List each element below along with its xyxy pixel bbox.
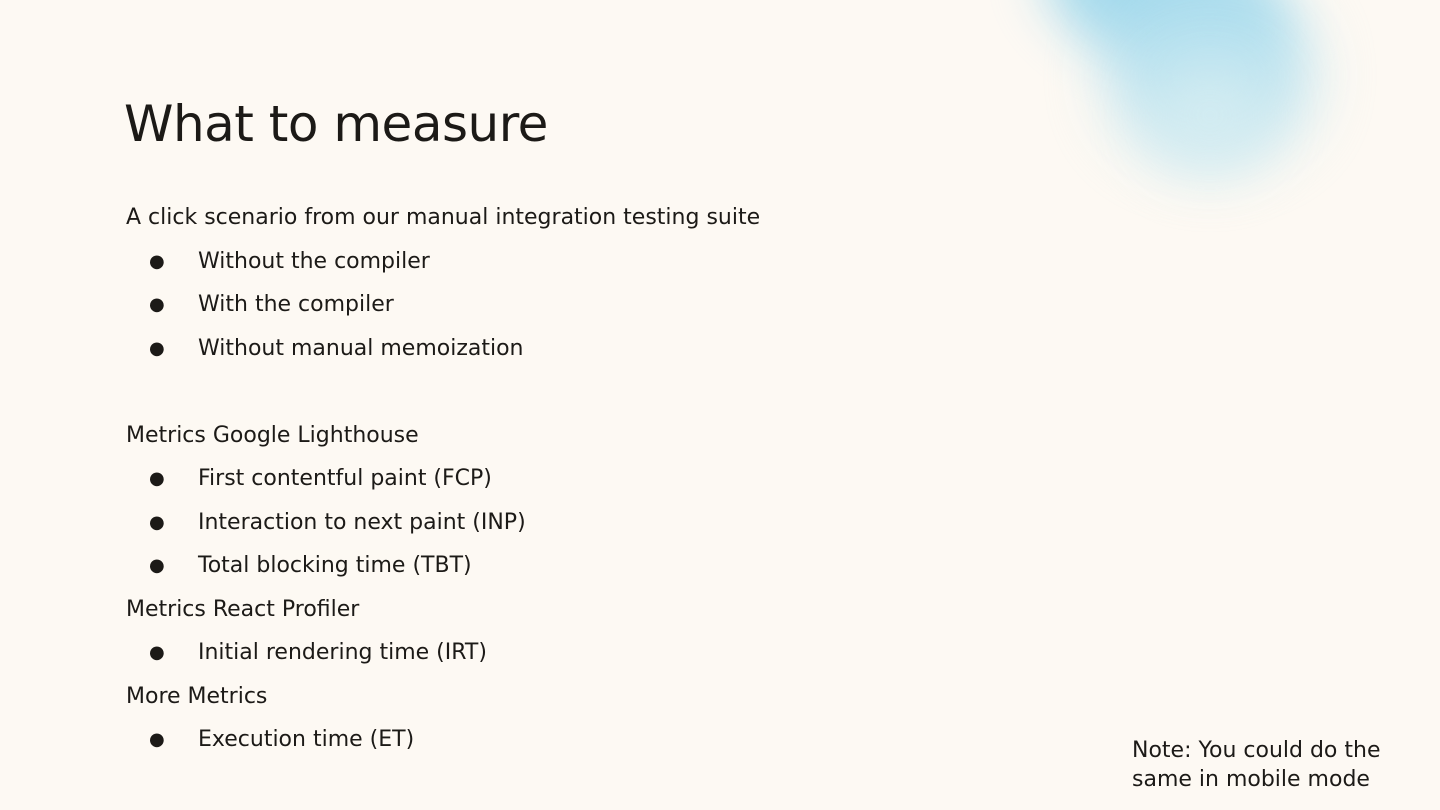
list-item-label: Without the compiler: [198, 248, 430, 274]
bullet-icon: ●: [149, 511, 165, 533]
bullet-icon: ●: [149, 729, 165, 750]
list-item-label: With the compiler: [198, 292, 394, 317]
bullet-icon: ●: [149, 642, 165, 663]
list-item-label: Initial rendering time (IRT): [198, 640, 487, 665]
decorative-blue-blob: [1024, 0, 1305, 105]
decorative-blue-blob-fade: [1150, 60, 1270, 170]
list-item-label: First contentful paint (FCP): [198, 466, 492, 491]
list-item: [126, 283, 1026, 327]
list-item: [126, 327, 1026, 371]
list-item: [126, 718, 1026, 762]
bullet-icon: ●: [149, 468, 165, 489]
intro-text: A click scenario from our manual integration testing suite: [126, 205, 761, 230]
bullet-icon: ●: [149, 337, 165, 359]
more-metric-list: [126, 718, 1026, 762]
slide-title: What to measure: [124, 95, 548, 153]
list-item: [126, 631, 1026, 675]
bullet-icon: ●: [149, 294, 165, 315]
list-item: [126, 457, 1026, 501]
scenario-list: [126, 240, 1026, 371]
list-item: [126, 501, 1026, 545]
list-item-label: Total blocking time (TBT): [198, 553, 472, 578]
more-metrics-heading: More Metrics: [126, 683, 268, 709]
decorative-blue-blob-glow: [1110, 0, 1310, 160]
lighthouse-heading: Metrics Google Lighthouse: [126, 422, 419, 448]
list-item-label: Without manual memoization: [198, 335, 524, 361]
section-spacer: [126, 370, 1026, 414]
list-item-label: Execution time (ET): [198, 727, 415, 752]
profiler-heading: Metrics React Profiler: [126, 596, 360, 622]
bullet-icon: ●: [149, 555, 165, 576]
list-item: [126, 544, 1026, 588]
speaker-note: Note: You could do the same in mobile mode: [1132, 738, 1381, 792]
list-item: [126, 240, 1026, 284]
lighthouse-metric-list: [126, 457, 1026, 588]
profiler-metric-list: [126, 631, 1026, 675]
bullet-icon: ●: [149, 250, 165, 272]
slide-body: [126, 196, 1026, 762]
list-item-label: Interaction to next paint (INP): [198, 509, 526, 535]
